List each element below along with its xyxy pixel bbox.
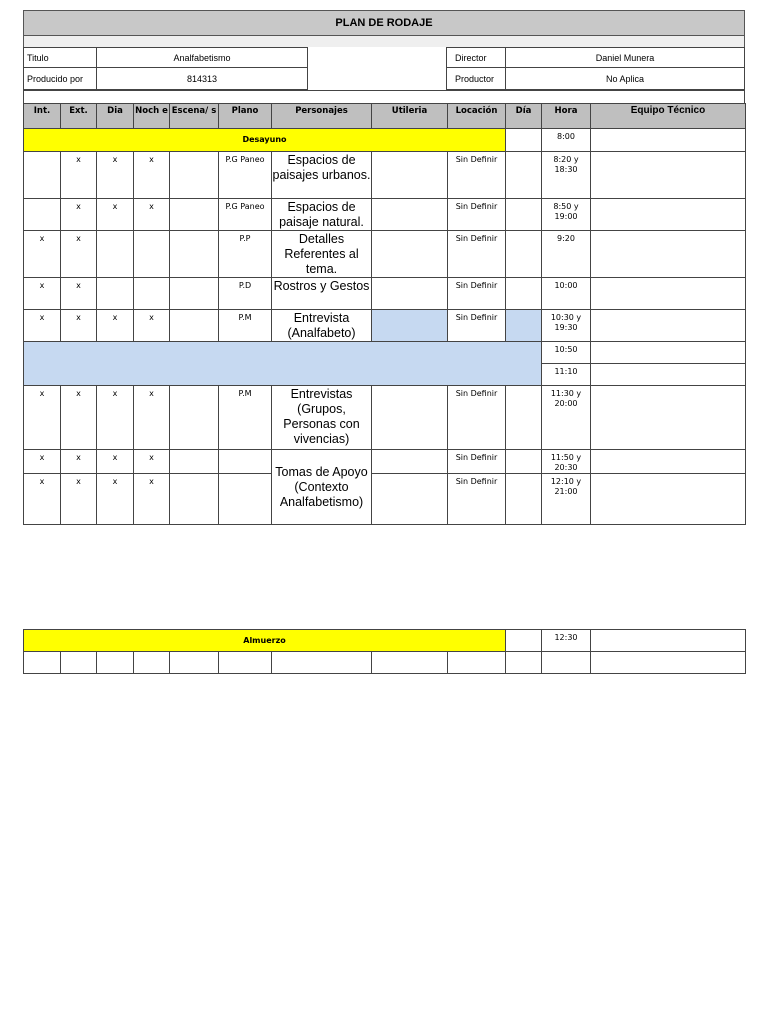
spacer-row [23, 90, 745, 103]
desayuno-row [24, 129, 746, 152]
col-noche: Noch e [134, 104, 170, 129]
col-personajes: Personajes [272, 104, 372, 129]
table-row: x x x x P.M Entrevistas (Grupos, Personas con vivencias) Sin Definir 11:30 y 20:00 [24, 386, 746, 450]
almuerzo-table [23, 629, 746, 674]
col-equipo: Equipo Técnico [591, 104, 746, 129]
col-plano: Plano [219, 104, 272, 129]
col-locacion: Locación [448, 104, 506, 129]
header-row [24, 104, 746, 129]
director-label: Director [446, 47, 506, 68]
producido-label: Producido por [23, 67, 97, 90]
personajes-cell: Rostros y Gestos [272, 278, 372, 310]
director-value: Daniel Munera [505, 47, 745, 68]
titulo-value: Analfabetismo [96, 47, 308, 68]
almuerzo-hora: 12:30 [542, 630, 591, 652]
col-int: Int. [24, 104, 61, 129]
personajes-cell: Espacios de paisaje natural. [272, 199, 372, 231]
table-row: x x x x Sin Definir 12:10 y 21:00 [24, 474, 746, 525]
schedule-table [23, 103, 746, 525]
break-block [24, 342, 542, 386]
table-row: x x P.D Rostros y Gestos Sin Definir 10:00 [24, 278, 746, 310]
almuerzo-row [24, 630, 746, 652]
personajes-cell: Tomas de Apoyo (Contexto Analfabetismo) [272, 450, 372, 525]
col-escena: Escena/ s [170, 104, 219, 129]
table-row [24, 652, 746, 674]
personajes-cell: Detalles Referentes al tema. [272, 231, 372, 278]
col-hora: Hora [542, 104, 591, 129]
desayuno-label: Desayuno [24, 129, 506, 152]
col-dia: Dia [97, 104, 134, 129]
table-row: x x x x P.M Entrevista (Analfabeto) Sin Definir 10:30 y 19:30 [24, 310, 746, 342]
personajes-cell: Espacios de paisajes urbanos. [272, 152, 372, 199]
break-time-1: 10:50 [542, 342, 591, 364]
personajes-cell: Entrevista (Analfabeto) [272, 310, 372, 342]
titulo-label: Titulo [23, 47, 97, 68]
break-time-2: 11:10 [542, 364, 591, 386]
table-row: x x P.P Detalles Referentes al tema. Sin Definir 9:20 [24, 231, 746, 278]
desayuno-hora: 8:00 [542, 129, 591, 152]
productor-label: Productor [446, 67, 506, 90]
table-row: x x x P.G Paneo Espacios de paisajes urbanos. Sin Definir 8:20 y 18:30 [24, 152, 746, 199]
col-dia2: Día [506, 104, 542, 129]
col-utileria: Utileria [372, 104, 448, 129]
almuerzo-label: Almuerzo [24, 630, 506, 652]
producido-value: 814313 [96, 67, 308, 90]
title-strip [23, 36, 745, 47]
personajes-cell: Entrevistas (Grupos, Personas con vivencias) [272, 386, 372, 450]
break-row [24, 342, 746, 364]
table-row: x x x x Tomas de Apoyo (Contexto Analfabetismo) Sin Definir 11:50 y 20:30 [24, 450, 746, 474]
page-title: PLAN DE RODAJE [23, 10, 745, 36]
productor-value: No Aplica [505, 67, 745, 90]
col-ext: Ext. [61, 104, 97, 129]
table-row: x x x P.G Paneo Espacios de paisaje natural. Sin Definir 8:50 y 19:00 [24, 199, 746, 231]
